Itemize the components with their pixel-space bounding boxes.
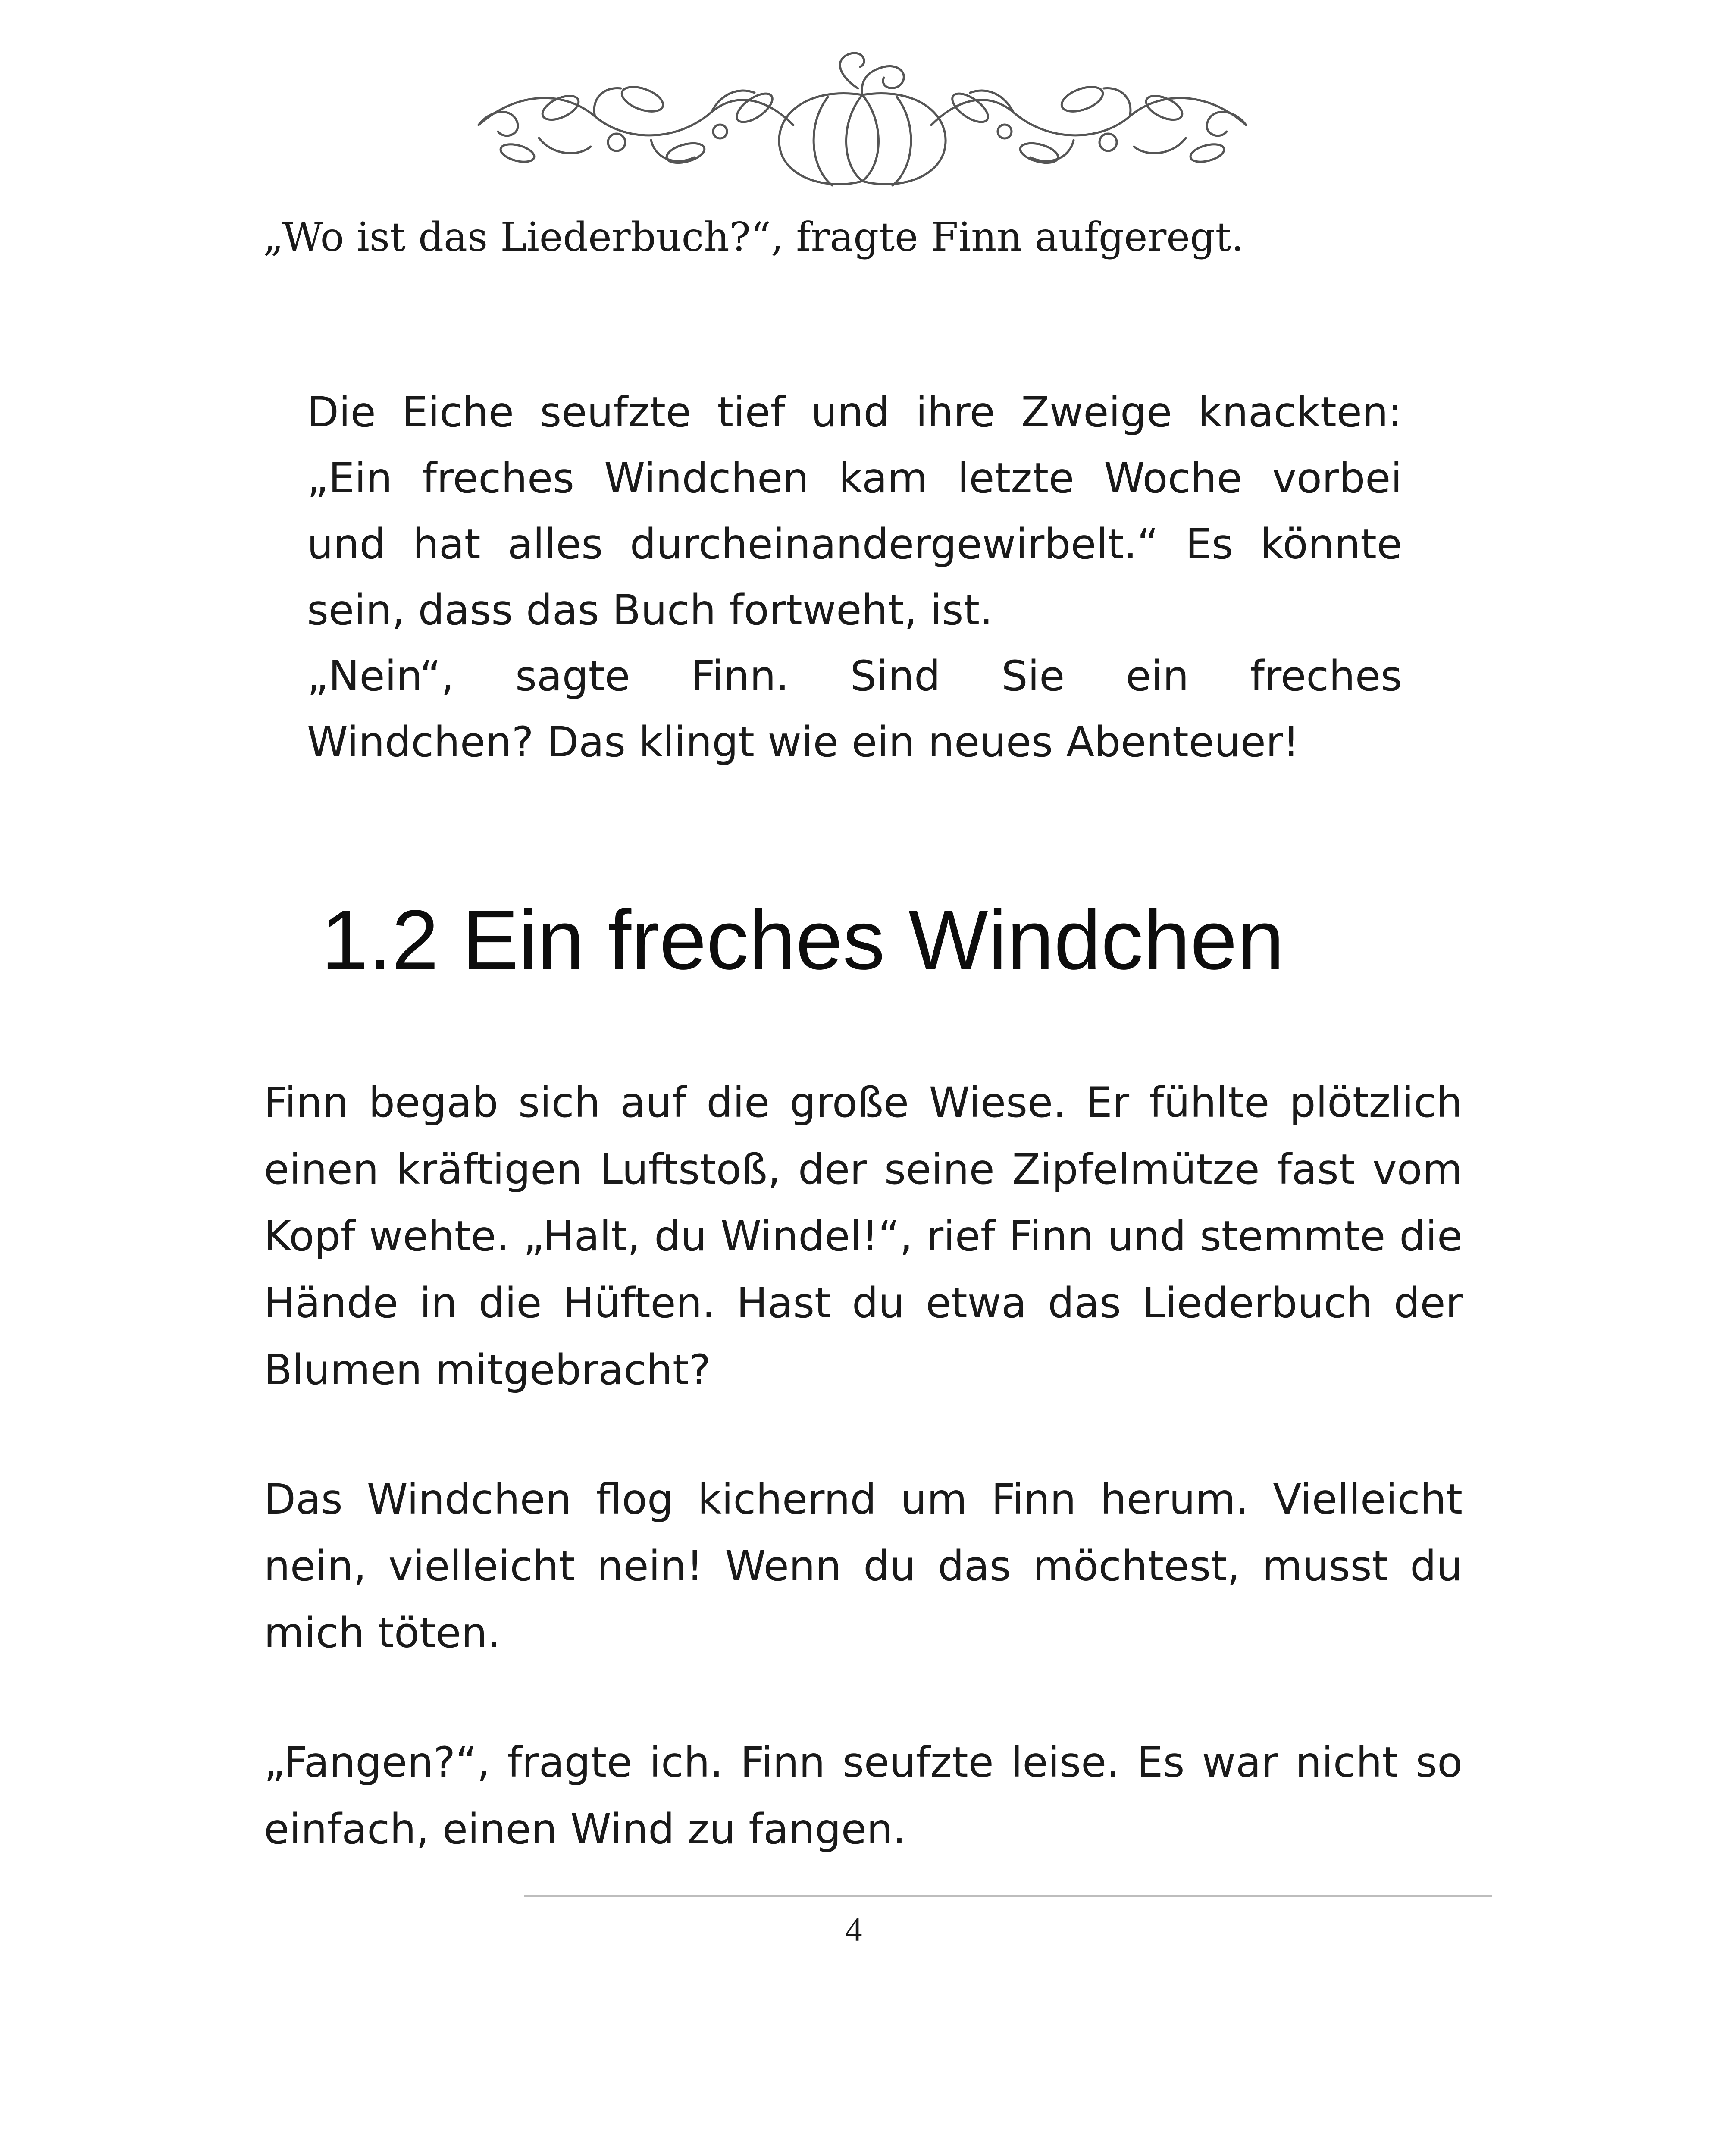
intro-line: „Wo ist das Liederbuch?“, fragte Finn aufgeregt.: [263, 214, 1244, 260]
paragraph-catching: „Fangen?“, fragte ich. Finn seufzte leise. Es war nicht so einfach, einen Wind zu fangen.: [264, 1738, 1463, 1853]
paragraph-line: Windchen? Das klingt wie ein neues Abenteuer!: [307, 718, 1300, 766]
section-heading: 1.2 Ein freches Windchen: [321, 893, 1284, 987]
paragraph-oak-reply: [307, 379, 1402, 775]
pumpkin-vine-ornament: [453, 43, 1272, 198]
footer-divider: [524, 1895, 1492, 1897]
paragraph-line: und hat alles durcheinandergewirbelt.“ Es könnte: [307, 520, 1402, 568]
paragraph-line: Die Eiche seufzte tief und ihre Zweige knackten:: [307, 388, 1402, 436]
paragraph-line: sein, dass das Buch fortweht, ist.: [307, 586, 993, 634]
page-number: 4: [845, 1911, 862, 1948]
paragraph-meadow: Finn begab sich auf die große Wiese. Er fühlte plötzlich einen kräftigen Luftstoß, der seine Zipfelmütze fast vom Kopf wehte. „Halt, du Windel!“, rief Finn und stemmte die Hände in die Hüften. Hast du etwa das Liederbuch der Blumen mitgebracht?: [264, 1078, 1463, 1394]
paragraph-line: „Nein“, sagte Finn. Sind Sie ein freches: [307, 652, 1402, 700]
paragraph-windchen: Das Windchen flog kichernd um Finn herum. Vielleicht nein, vielleicht nein! Wenn du das möchtest, musst du mich töten.: [264, 1475, 1463, 1657]
paragraph-line: „Ein freches Windchen kam letzte Woche vorbei: [307, 454, 1402, 502]
